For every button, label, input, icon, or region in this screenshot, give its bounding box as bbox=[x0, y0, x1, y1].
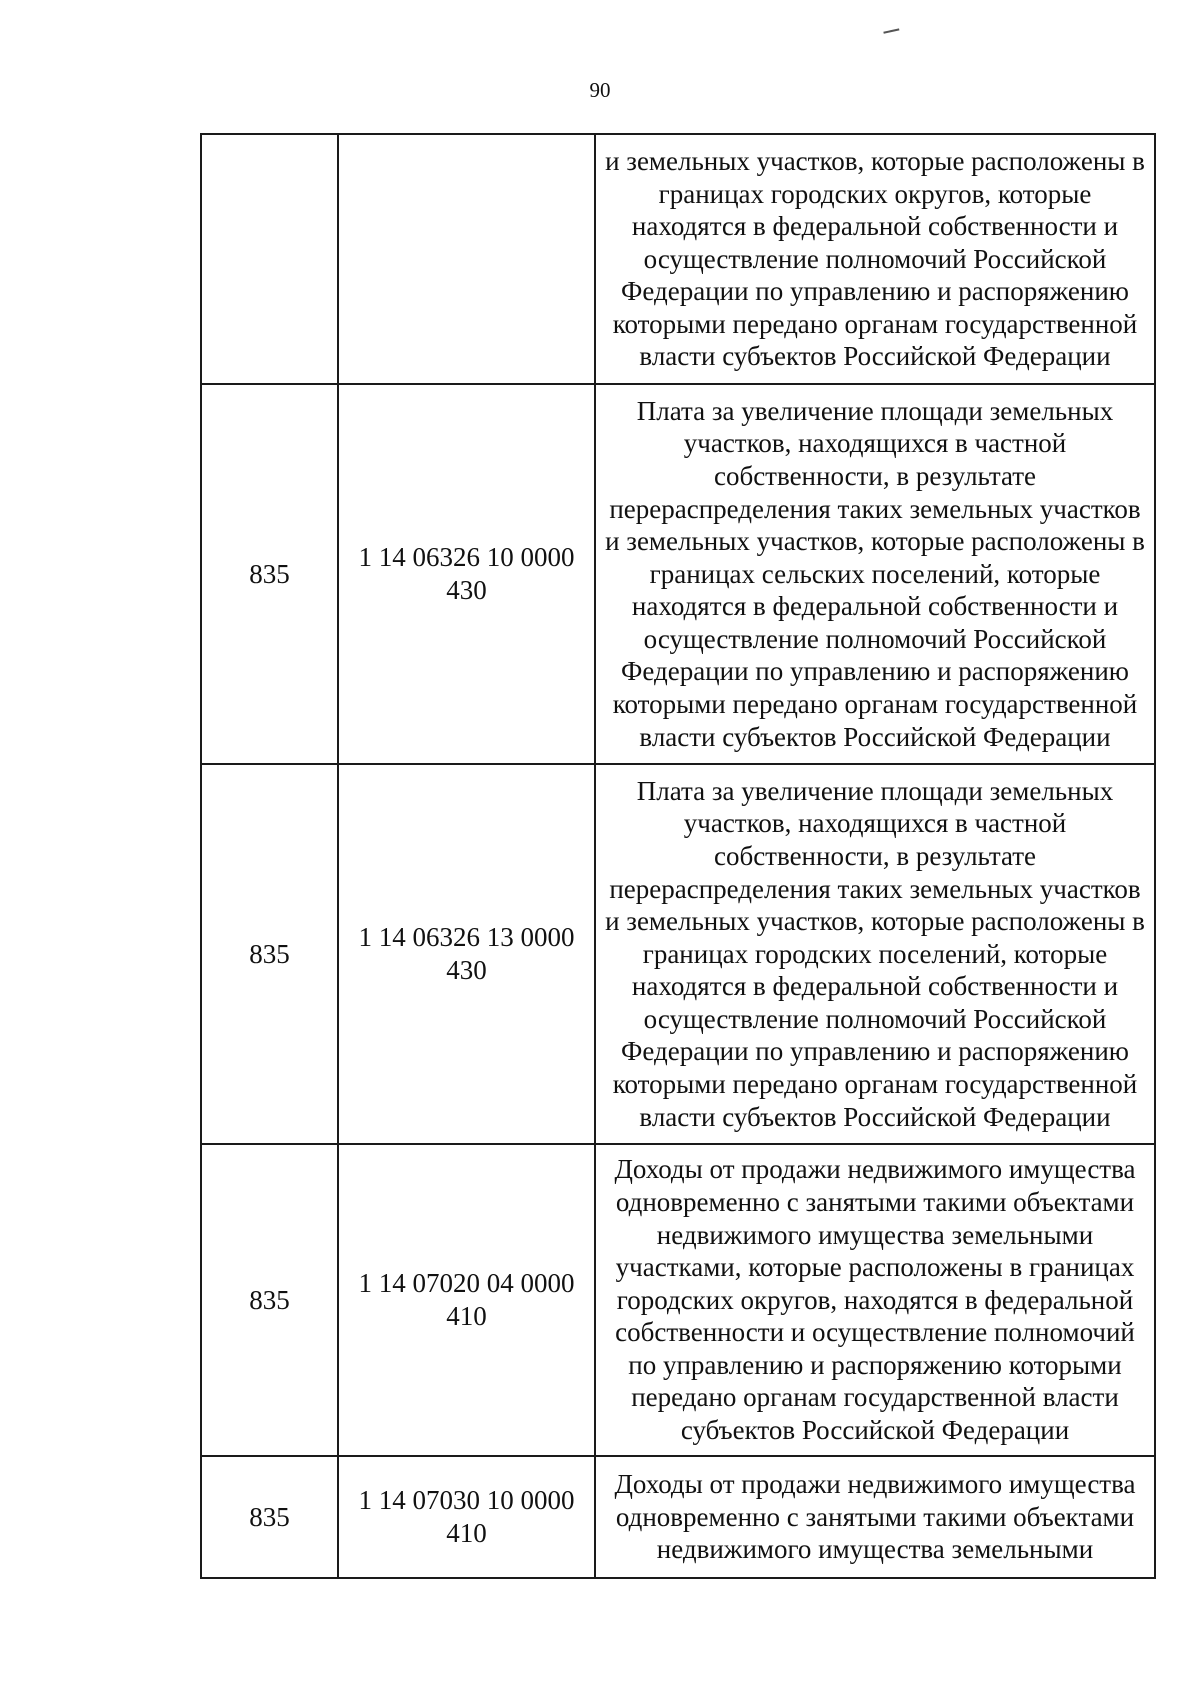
page-number: 90 bbox=[589, 78, 611, 102]
kbk-code-cell: 1 14 07030 10 0000 410 bbox=[338, 1456, 595, 1578]
admin-code-cell bbox=[201, 134, 338, 384]
table-row bbox=[201, 764, 1155, 1144]
table-row bbox=[201, 384, 1155, 764]
description-cell: Плата за увеличение площади земельных участков, находящихся в частной собственности, в результате перераспределения таких земельных участков и земельных участков, которые расположены в границах сельских поселений, которые находятся в федеральной собственности и осуществление полномочий Российской Федерации по управлению и распоряжению которыми передано органам государственной власти субъектов Российской Федерации bbox=[595, 384, 1155, 764]
budget-classification-table bbox=[200, 133, 1156, 1579]
description-cell: Доходы от продажи недвижимого имущества одновременно с занятыми такими объектами недвижимого имущества земельными участками, которые расположены в границах городских округов, находятся в федеральной собственности и осуществление полномочий по управлению и распоряжению которыми передано органам государственной власти субъектов Российской Федерации bbox=[595, 1144, 1155, 1456]
admin-code-cell: 835 bbox=[201, 1144, 338, 1456]
description-cell: и земельных участков, которые расположены в границах городских округов, которые находятся в федеральной собственности и осуществление полномочий Российской Федерации по управлению и распоряжению которыми передано органам государственной власти субъектов Российской Федерации bbox=[595, 134, 1155, 384]
kbk-code-cell: 1 14 06326 10 0000 430 bbox=[338, 384, 595, 764]
admin-code-cell: 835 bbox=[201, 764, 338, 1144]
table-row bbox=[201, 1456, 1155, 1578]
kbk-code-cell: 1 14 07020 04 0000 410 bbox=[338, 1144, 595, 1456]
description-cell: Плата за увеличение площади земельных участков, находящихся в частной собственности, в результате перераспределения таких земельных участков и земельных участков, которые расположены в границах городских поселений, которые находятся в федеральной собственности и осуществление полномочий Российской Федерации по управлению и распоряжению которыми передано органам государственной власти субъектов Российской Федерации bbox=[595, 764, 1155, 1144]
admin-code-cell: 835 bbox=[201, 1456, 338, 1578]
admin-code-cell: 835 bbox=[201, 384, 338, 764]
kbk-code-cell: 1 14 06326 13 0000 430 bbox=[338, 764, 595, 1144]
table-row bbox=[201, 1144, 1155, 1456]
table-row bbox=[201, 134, 1155, 384]
scan-artifact bbox=[883, 28, 900, 39]
description-cell: Доходы от продажи недвижимого имущества одновременно с занятыми такими объектами недвижимого имущества земельными bbox=[595, 1456, 1155, 1578]
kbk-code-cell bbox=[338, 134, 595, 384]
